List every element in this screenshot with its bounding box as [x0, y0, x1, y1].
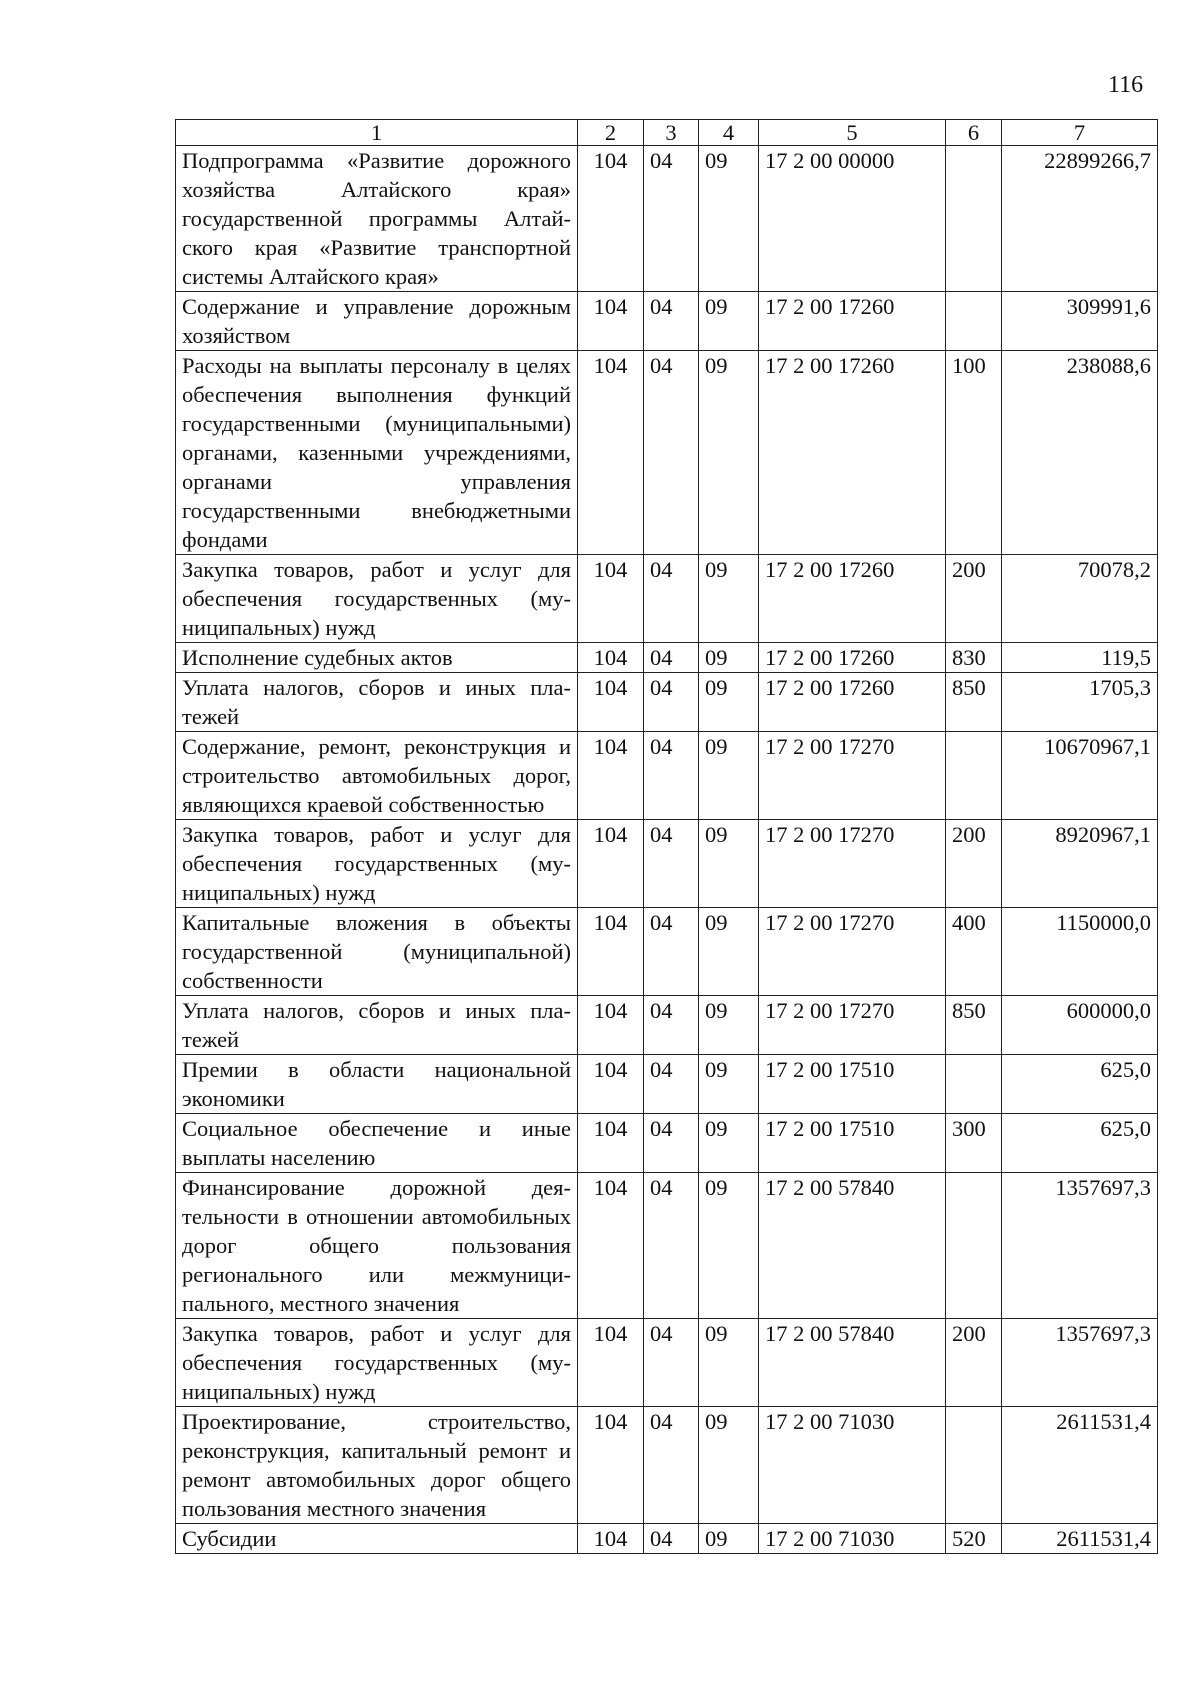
expense-type-cell	[946, 1173, 1002, 1319]
section-code-cell: 04	[644, 1407, 699, 1524]
header-cell: 1	[176, 120, 578, 146]
item-name-cell: Уплата налогов, сборов и иных платежей	[176, 996, 578, 1055]
expense-type-cell: 300	[946, 1114, 1002, 1173]
target-article-cell: 17 2 00 57840	[759, 1319, 946, 1407]
item-name-cell: Капитальные вложения в объекты государственной (муниципальной) собственности	[176, 908, 578, 996]
item-name-cell: Содержание и управление дорожным хозяйством	[176, 292, 578, 351]
item-name-cell: Финансирование дорожной деятельности в отношении автомобильных дорог общего пользования регионального или межмуниципального, местного значения	[176, 1173, 578, 1319]
expense-type-cell	[946, 146, 1002, 292]
section-code-cell: 04	[644, 1173, 699, 1319]
admin-code-cell: 104	[578, 643, 644, 673]
table-row	[176, 1524, 1158, 1554]
section-code-cell: 04	[644, 1114, 699, 1173]
admin-code-cell: 104	[578, 1319, 644, 1407]
table-row	[176, 908, 1158, 996]
target-article-cell: 17 2 00 00000	[759, 146, 946, 292]
amount-cell: 1357697,3	[1002, 1173, 1158, 1319]
expense-type-cell: 200	[946, 555, 1002, 643]
table-header-row	[176, 120, 1158, 146]
amount-cell: 309991,6	[1002, 292, 1158, 351]
table-row	[176, 292, 1158, 351]
item-name-cell: Исполнение судебных актов	[176, 643, 578, 673]
subsection-code-cell: 09	[699, 1173, 759, 1319]
table-row	[176, 673, 1158, 732]
table-body	[176, 146, 1158, 1554]
subsection-code-cell: 09	[699, 292, 759, 351]
subsection-code-cell: 09	[699, 555, 759, 643]
section-code-cell: 04	[644, 292, 699, 351]
admin-code-cell: 104	[578, 820, 644, 908]
section-code-cell: 04	[644, 643, 699, 673]
section-code-cell: 04	[644, 146, 699, 292]
table-row	[176, 1407, 1158, 1524]
header-cell: 5	[759, 120, 946, 146]
subsection-code-cell: 09	[699, 673, 759, 732]
table-row	[176, 996, 1158, 1055]
table-row	[176, 555, 1158, 643]
admin-code-cell: 104	[578, 146, 644, 292]
subsection-code-cell: 09	[699, 732, 759, 820]
target-article-cell: 17 2 00 17270	[759, 908, 946, 996]
amount-cell: 70078,2	[1002, 555, 1158, 643]
expense-type-cell	[946, 292, 1002, 351]
item-name-cell: Уплата налогов, сборов и иных платежей	[176, 673, 578, 732]
amount-cell: 22899266,7	[1002, 146, 1158, 292]
expense-type-cell	[946, 732, 1002, 820]
target-article-cell: 17 2 00 71030	[759, 1524, 946, 1554]
subsection-code-cell: 09	[699, 1055, 759, 1114]
target-article-cell: 17 2 00 17260	[759, 673, 946, 732]
amount-cell: 625,0	[1002, 1114, 1158, 1173]
header-cell: 2	[578, 120, 644, 146]
amount-cell: 10670967,1	[1002, 732, 1158, 820]
budget-table	[175, 119, 1158, 1554]
admin-code-cell: 104	[578, 996, 644, 1055]
admin-code-cell: 104	[578, 673, 644, 732]
amount-cell: 1357697,3	[1002, 1319, 1158, 1407]
item-name-cell: Содержание, ремонт, реконструкция и строительство автомобильных дорог, являющихся краевой собственностью	[176, 732, 578, 820]
expense-type-cell	[946, 1407, 1002, 1524]
target-article-cell: 17 2 00 17270	[759, 732, 946, 820]
admin-code-cell: 104	[578, 292, 644, 351]
admin-code-cell: 104	[578, 732, 644, 820]
target-article-cell: 17 2 00 17270	[759, 820, 946, 908]
subsection-code-cell: 09	[699, 1524, 759, 1554]
header-cell: 3	[644, 120, 699, 146]
target-article-cell: 17 2 00 17260	[759, 555, 946, 643]
expense-type-cell: 400	[946, 908, 1002, 996]
admin-code-cell: 104	[578, 1524, 644, 1554]
target-article-cell: 17 2 00 71030	[759, 1407, 946, 1524]
subsection-code-cell: 09	[699, 1114, 759, 1173]
admin-code-cell: 104	[578, 908, 644, 996]
subsection-code-cell: 09	[699, 996, 759, 1055]
item-name-cell: Закупка товаров, работ и услуг для обеспечения государственных (муниципальных) нужд	[176, 555, 578, 643]
expense-type-cell: 850	[946, 673, 1002, 732]
section-code-cell: 04	[644, 351, 699, 555]
expense-type-cell: 850	[946, 996, 1002, 1055]
table-row	[176, 146, 1158, 292]
subsection-code-cell: 09	[699, 820, 759, 908]
amount-cell: 1705,3	[1002, 673, 1158, 732]
expense-type-cell: 520	[946, 1524, 1002, 1554]
amount-cell: 2611531,4	[1002, 1407, 1158, 1524]
item-name-cell: Субсидии	[176, 1524, 578, 1554]
admin-code-cell: 104	[578, 1173, 644, 1319]
header-cell: 4	[699, 120, 759, 146]
section-code-cell: 04	[644, 908, 699, 996]
amount-cell: 1150000,0	[1002, 908, 1158, 996]
amount-cell: 119,5	[1002, 643, 1158, 673]
item-name-cell: Социальное обеспечение и иные выплаты населению	[176, 1114, 578, 1173]
expense-type-cell: 200	[946, 820, 1002, 908]
subsection-code-cell: 09	[699, 146, 759, 292]
table-row	[176, 1055, 1158, 1114]
item-name-cell: Закупка товаров, работ и услуг для обеспечения государственных (муниципальных) нужд	[176, 1319, 578, 1407]
subsection-code-cell: 09	[699, 643, 759, 673]
target-article-cell: 17 2 00 17510	[759, 1055, 946, 1114]
item-name-cell: Премии в области национальной экономики	[176, 1055, 578, 1114]
amount-cell: 238088,6	[1002, 351, 1158, 555]
section-code-cell: 04	[644, 673, 699, 732]
subsection-code-cell: 09	[699, 351, 759, 555]
subsection-code-cell: 09	[699, 1319, 759, 1407]
expense-type-cell: 830	[946, 643, 1002, 673]
table-row	[176, 732, 1158, 820]
expense-type-cell: 200	[946, 1319, 1002, 1407]
target-article-cell: 17 2 00 17270	[759, 996, 946, 1055]
target-article-cell: 17 2 00 17510	[759, 1114, 946, 1173]
table-row	[176, 643, 1158, 673]
item-name-cell: Проектирование, строительство, реконструкция, капитальный ремонт и ремонт автомобильных дорог общего пользования местного значения	[176, 1407, 578, 1524]
expense-type-cell: 100	[946, 351, 1002, 555]
section-code-cell: 04	[644, 1524, 699, 1554]
section-code-cell: 04	[644, 1055, 699, 1114]
page-number: 116	[1108, 72, 1144, 98]
admin-code-cell: 104	[578, 555, 644, 643]
table-row	[176, 1114, 1158, 1173]
target-article-cell: 17 2 00 17260	[759, 292, 946, 351]
admin-code-cell: 104	[578, 1407, 644, 1524]
subsection-code-cell: 09	[699, 1407, 759, 1524]
amount-cell: 2611531,4	[1002, 1524, 1158, 1554]
target-article-cell: 17 2 00 17260	[759, 643, 946, 673]
section-code-cell: 04	[644, 1319, 699, 1407]
amount-cell: 600000,0	[1002, 996, 1158, 1055]
item-name-cell: Подпрограмма «Развитие дорожного хозяйства Алтайского края» государственной программы Алтайского края «Развитие транспортной системы Алтайского края»	[176, 146, 578, 292]
admin-code-cell: 104	[578, 351, 644, 555]
header-cell: 6	[946, 120, 1002, 146]
amount-cell: 8920967,1	[1002, 820, 1158, 908]
table-row	[176, 1319, 1158, 1407]
table-row	[176, 351, 1158, 555]
table-row	[176, 1173, 1158, 1319]
expense-type-cell	[946, 1055, 1002, 1114]
admin-code-cell: 104	[578, 1114, 644, 1173]
table-row	[176, 820, 1158, 908]
section-code-cell: 04	[644, 732, 699, 820]
section-code-cell: 04	[644, 555, 699, 643]
admin-code-cell: 104	[578, 1055, 644, 1114]
section-code-cell: 04	[644, 820, 699, 908]
item-name-cell: Закупка товаров, работ и услуг для обеспечения государственных (муниципальных) нужд	[176, 820, 578, 908]
item-name-cell: Расходы на выплаты персоналу в целях обеспечения выполнения функций государственными (муниципальными) органами, казенными учреждениями, органами управления государственными внебюджетными фондами	[176, 351, 578, 555]
target-article-cell: 17 2 00 17260	[759, 351, 946, 555]
target-article-cell: 17 2 00 57840	[759, 1173, 946, 1319]
subsection-code-cell: 09	[699, 908, 759, 996]
header-cell: 7	[1002, 120, 1158, 146]
section-code-cell: 04	[644, 996, 699, 1055]
amount-cell: 625,0	[1002, 1055, 1158, 1114]
